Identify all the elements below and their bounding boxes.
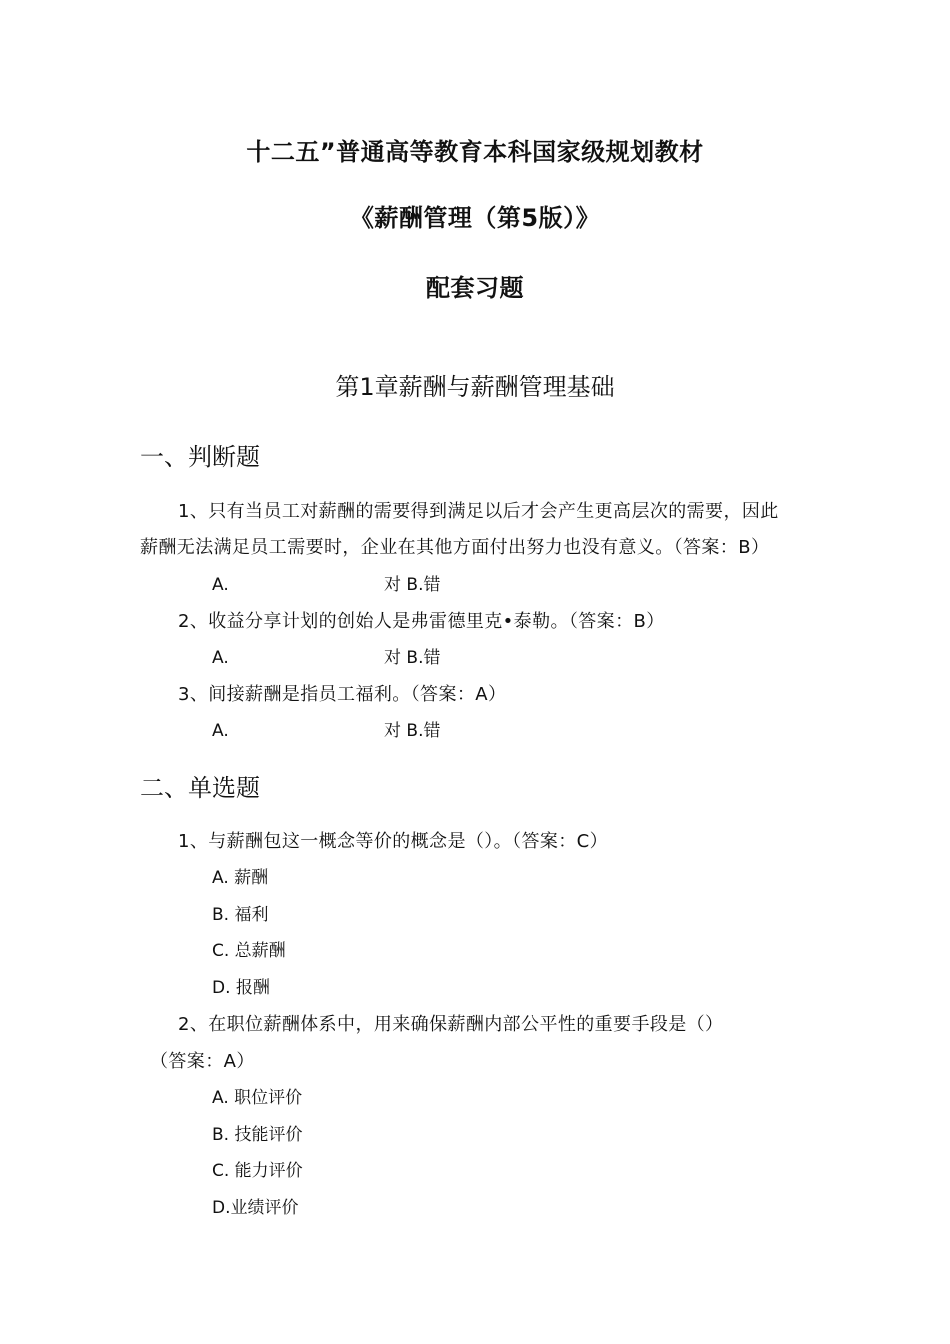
choice-question-1-option-a: A. 薪酬 <box>212 868 269 888</box>
question-2-option-b: 对 B.错 <box>384 648 441 668</box>
question-1-option-b: 对 B.错 <box>384 575 441 595</box>
section-title-single-choice: 二、单选题 <box>140 774 260 802</box>
chapter-title: 第1章薪酬与薪酬管理基础 <box>335 373 615 401</box>
question-3-option-a: A. <box>212 721 229 741</box>
exercise-title: 配套习题 <box>426 274 524 302</box>
choice-question-2-line-1: 2、在职位薪酬体系中，用来确保薪酬内部公平性的重要手段是（） <box>178 1014 724 1035</box>
question-1-option-a: A. <box>212 575 229 595</box>
choice-question-1-option-d: D. 报酬 <box>212 978 270 998</box>
question-2-line-1: 2、收益分享计划的创始人是弗雷德里克•泰勒。（答案：B） <box>178 611 665 632</box>
choice-question-1-option-c: C. 总薪酬 <box>212 941 286 961</box>
section-title-true-false: 一、判断题 <box>140 443 260 471</box>
question-3-line-1: 3、间接薪酬是指员工福利。（答案：A） <box>178 684 507 705</box>
choice-question-2-option-d: D.业绩评价 <box>212 1198 299 1218</box>
question-1-line-1: 1、只有当员工对薪酬的需要得到满足以后才会产生更高层次的需要，因此 <box>178 501 779 522</box>
choice-question-1: 1、与薪酬包这一概念等价的概念是（）。（答案：C） <box>178 831 609 852</box>
textbook-series-title: 十二五”普通高等教育本科国家级规划教材 <box>246 138 704 166</box>
question-1-line-2: 薪酬无法满足员工需要时，企业在其他方面付出努力也没有意义。（答案：B） <box>140 537 770 558</box>
book-title: 《薪酬管理（第5版）》 <box>349 204 601 232</box>
choice-question-1-option-b: B. 福利 <box>212 905 269 925</box>
question-3-option-b: 对 B.错 <box>384 721 441 741</box>
question-2-option-a: A. <box>212 648 229 668</box>
choice-question-2-option-c: C. 能力评价 <box>212 1161 303 1181</box>
choice-question-2-option-a: A. 职位评价 <box>212 1088 303 1108</box>
choice-question-2-line-2: （答案：A） <box>150 1051 255 1072</box>
choice-question-2-option-b: B. 技能评价 <box>212 1125 303 1145</box>
